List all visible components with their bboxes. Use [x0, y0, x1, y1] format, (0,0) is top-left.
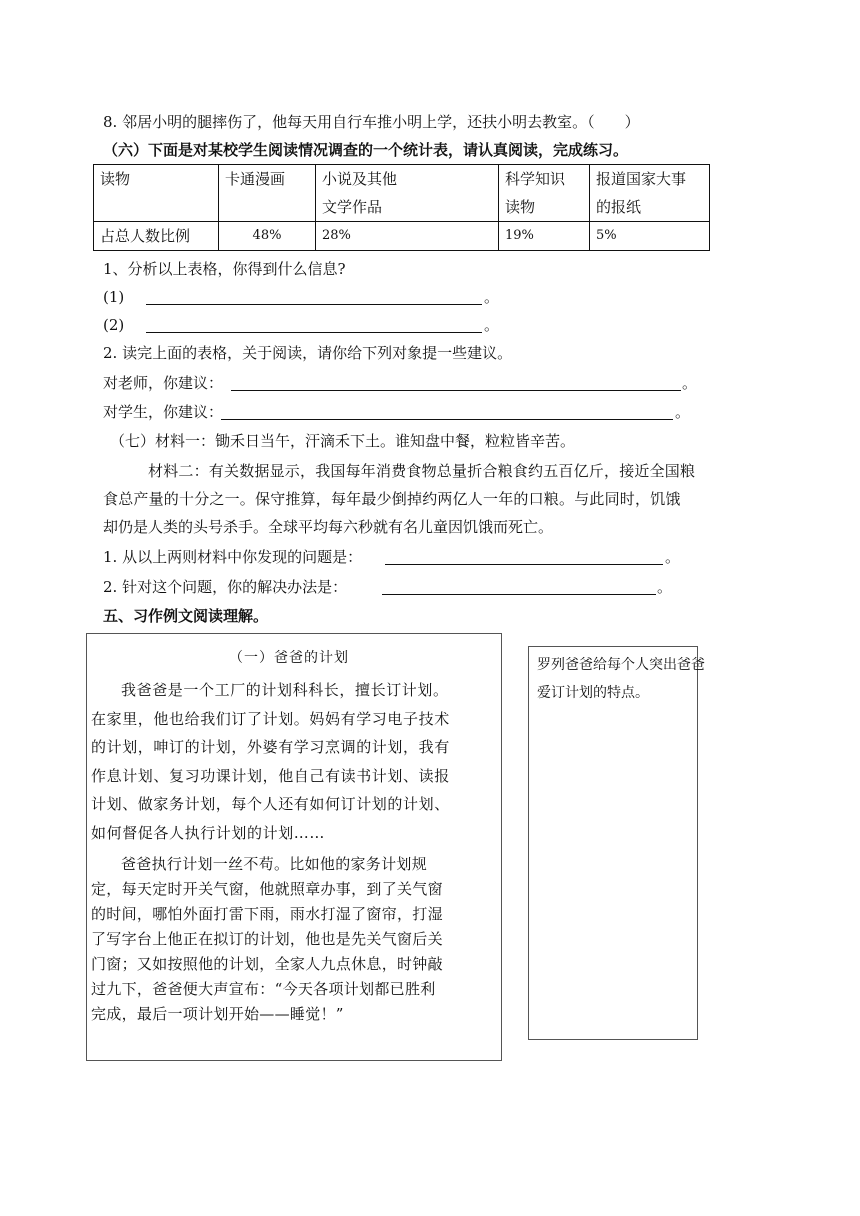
story-line: 过九下，爸爸便大声宣布：“今天各项计划都已胜利 [91, 980, 436, 998]
table-cell: 28% [316, 222, 499, 251]
s6-q1-item-1-label: (1) [103, 288, 125, 306]
s6-q1-item-2-label: (2) [103, 316, 125, 334]
answer-line[interactable] [385, 564, 663, 565]
story-line: 如何督促各人执行计划的计划…… [91, 823, 326, 842]
section-6-heading: （六）下面是对某校学生阅读情况调查的一个统计表，请认真阅读，完成练习。 [103, 141, 629, 159]
reading-survey-table [93, 164, 710, 251]
table-header-cell: 科学知识 读物 [499, 165, 590, 222]
s7-question-2: 2. 针对这个问题，你的解决办法是： [103, 578, 348, 596]
material-2-line-3: 却仍是人类的头号杀手。全球平均每六秒就有名儿童因饥饿而死亡。 [103, 518, 554, 536]
table-cell: 19% [499, 222, 590, 251]
story-line: 计划、做家务计划，每个人还有如何订计划的计划、 [91, 795, 450, 813]
s7-question-1: 1. 从以上两则材料中你发现的问题是： [103, 548, 363, 566]
story-line: 完成，最后一项计划开始——睡觉！” [91, 1005, 344, 1023]
advice-student-label: 对学生，你建议： [103, 403, 224, 421]
story-line: 作息计划、复习功课计划，他自己有读书计划、读报 [91, 766, 450, 785]
story-line: 的时间，哪怕外面打雷下雨，雨水打湿了窗帘，打湿 [91, 905, 443, 923]
table-header-cell: 读物 [94, 165, 219, 222]
advice-teacher-label: 对老师，你建议： [103, 374, 224, 392]
table-cell: 5% [590, 222, 710, 251]
table-cell: 48% [219, 222, 316, 251]
story-line: 门窗；又如按照他的计划，全家人九点休息，时钟敲 [91, 955, 443, 973]
story-line: 我爸爸是一个工厂的计划科科长，擅长订计划。 [121, 681, 449, 699]
question-8: 8. 邻居小明的腿摔伤了，他每天用自行车推小明上学，还扶小明去教室。（ ） [103, 113, 640, 131]
story-paragraph-1 [91, 676, 450, 847]
period: 。 [675, 403, 691, 421]
answer-line[interactable] [146, 332, 482, 333]
table-row-label: 占总人数比例 [94, 222, 219, 251]
answer-line[interactable] [231, 390, 681, 391]
s6-question-2: 2. 读完上面的表格，关于阅读，请你给下列对象提一些建议。 [103, 344, 513, 362]
annotation-box [528, 646, 705, 1040]
annotation-line: 爱订计划的特点。 [537, 685, 649, 701]
answer-line[interactable] [382, 594, 656, 595]
annotation-text [537, 651, 705, 707]
material-2-line-1: 材料二：有关数据显示，我国每年消费食物总量折合粮食约五百亿斤，接近全国粮 [148, 462, 696, 480]
story-line: 爸爸执行计划一丝不苟。比如他的家务计划规 [121, 855, 428, 873]
table-header-row [94, 165, 710, 222]
story-line: 定，每天定时开关气窗，他就照章办事，到了关气窗 [91, 880, 443, 898]
material-1: （七）材料一：锄禾日当午，汗滴禾下土。谁知盘中餐，粒粒皆辛苦。 [110, 432, 576, 450]
period: 。 [484, 288, 500, 306]
table-header-cell: 报道国家大事 的报纸 [590, 165, 710, 222]
material-2-line-2: 食总产量的十分之一。保守推算，每年最少倒掉约两亿人一年的口粮。与此同时，饥饿 [103, 490, 681, 508]
table-header-cell: 卡通漫画 [219, 165, 316, 222]
period: 。 [484, 316, 500, 334]
period: 。 [665, 548, 681, 566]
story-line: 在家里，他也给我们订了计划。妈妈有学习电子技术 [91, 709, 450, 728]
answer-line[interactable] [146, 304, 482, 305]
story-line: 的计划，呻订的计划，外婆有学习烹调的计划，我有 [91, 738, 450, 756]
period: 。 [682, 374, 698, 392]
s6-question-1: 1、分析以上表格，你得到什么信息? [103, 260, 346, 278]
story-title: （一）爸爸的计划 [229, 650, 349, 666]
answer-line[interactable] [221, 419, 673, 420]
period: 。 [657, 578, 673, 596]
section-5-heading: 五、习作例文阅读理解。 [103, 607, 269, 625]
annotation-line: 罗列爸爸给每个人突出爸爸 [537, 657, 705, 673]
story-line: 了写字台上他正在拟订的计划，他也是先关气窗后关 [91, 930, 443, 948]
story-paragraph-2 [91, 852, 443, 1027]
table-row [94, 222, 710, 251]
table-header-cell: 小说及其他 文学作品 [316, 165, 499, 222]
story-box [86, 633, 502, 1061]
